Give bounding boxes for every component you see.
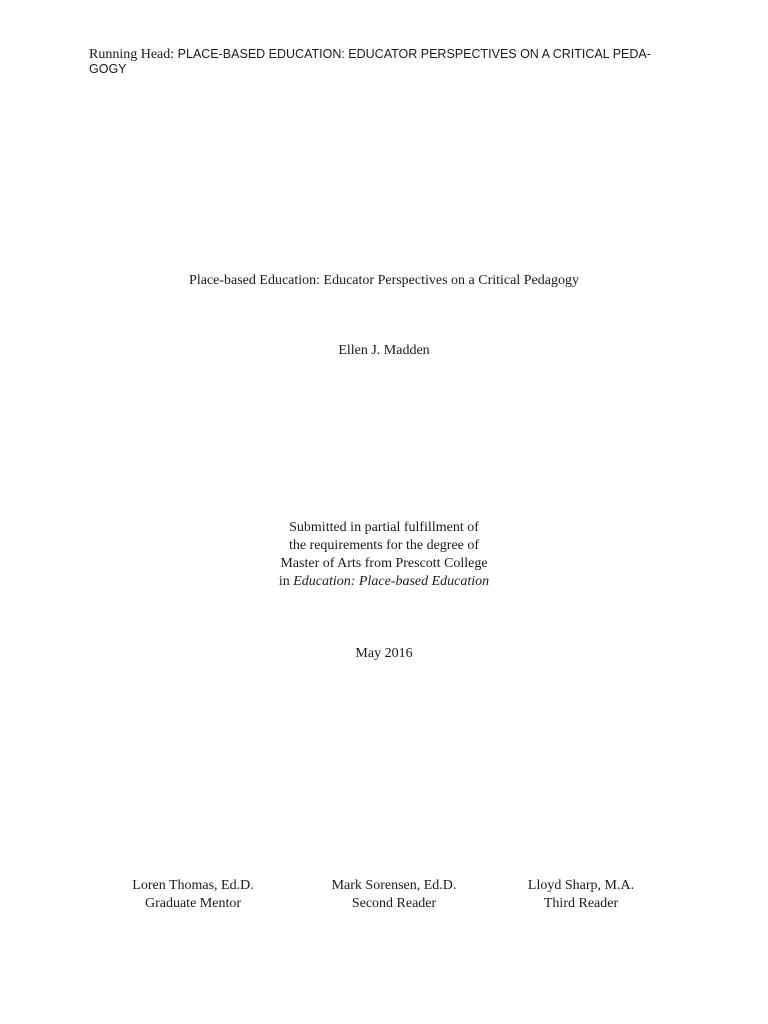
readers-section <box>0 877 768 917</box>
reader-role: Third Reader <box>543 895 619 911</box>
reader-role: Second Reader <box>351 895 437 911</box>
submission-line-3: Master of Arts from Prescott College <box>280 556 488 571</box>
submission-line-2: the requirements for the degree of <box>288 538 480 553</box>
running-head-text: PLACE-BASED EDUCATION: EDUCATOR PERSPECTIVES ON A CRITICAL PEDA- <box>177 47 651 61</box>
submission-line-4 <box>0 573 768 591</box>
author-name: Ellen J. Madden <box>338 343 430 358</box>
running-head-text-continued: GOGY <box>89 62 127 76</box>
reader-name: Lloyd Sharp, M.A. <box>527 878 635 893</box>
reader-graduate-mentor <box>93 877 293 912</box>
degree-program: Education: Place-based Education <box>293 574 490 589</box>
document-title: Place-based Education: Educator Perspectives on a Critical Pedagogy <box>189 273 579 288</box>
reader-name: Loren Thomas, Ed.D. <box>132 878 254 893</box>
reader-third-reader <box>481 877 681 912</box>
reader-role: Graduate Mentor <box>144 895 242 911</box>
submission-line-4-prefix: in <box>278 574 294 589</box>
running-head <box>89 47 689 77</box>
submission-date: May 2016 <box>355 646 413 661</box>
submission-statement <box>0 519 768 591</box>
reader-name: Mark Sorensen, Ed.D. <box>331 878 457 893</box>
reader-second-reader <box>294 877 494 912</box>
submission-line-1: Submitted in partial fulfillment of <box>289 520 479 535</box>
running-head-label: Running Head: <box>89 47 178 62</box>
